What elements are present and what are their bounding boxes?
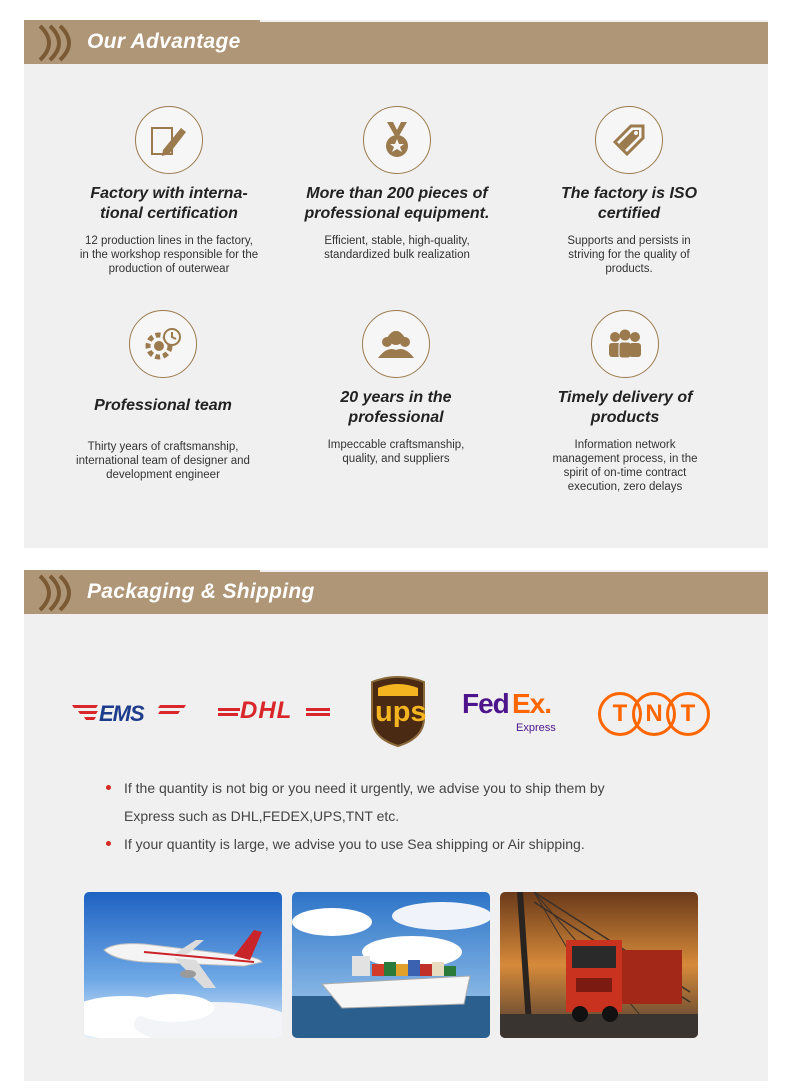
ups-logo-text: ups (375, 696, 427, 728)
advantage-title-line: Professional team (94, 397, 232, 414)
advantage-item (510, 310, 740, 494)
advantage-desc-line: spirit of on-time contract (563, 467, 687, 479)
advantage-desc-line: striving for the quality of (568, 249, 690, 261)
advantage-desc-line: international team of designer and (76, 455, 250, 467)
fedex-express-text: Express (516, 722, 556, 734)
advantage-desc-line: quality, and suppliers (342, 453, 450, 465)
advantage-desc-line: Impeccable craftsmanship, (327, 439, 465, 451)
advantage-title-line: 20 years in the (340, 389, 452, 406)
cargo-ship-image-icon (292, 892, 490, 1038)
shipping-title: Packaging & Shipping (87, 580, 315, 603)
advantage-banner (24, 22, 768, 64)
list-item (104, 774, 704, 830)
advantage-title-line: tional certification (100, 205, 238, 222)
advice-text: If the quantity is not big or you need it urgently, we advise you to ship them by (124, 780, 605, 796)
airplane-image-icon (84, 892, 282, 1038)
dhl-logo (218, 698, 334, 724)
list-item (104, 830, 704, 858)
advantage-item (48, 310, 278, 482)
tag-icon (609, 120, 649, 160)
advantage-desc-line: in the workshop responsible for the (79, 249, 259, 261)
advantage-title-line: More than 200 pieces of (306, 185, 488, 202)
bullet-dot-icon (106, 785, 111, 790)
advice-text: If your quantity is large, we advise you to use Sea shipping or Air shipping. (124, 836, 585, 852)
advantage-title-line: professional (348, 409, 444, 426)
shipping-banner (24, 572, 768, 614)
advantage-item (514, 106, 744, 276)
advantage-item (281, 310, 511, 466)
airplane-photo (84, 892, 282, 1038)
ems-logo (72, 700, 188, 726)
advice-text: Express such as DHL,FEDEX,UPS,TNT etc. (124, 808, 400, 824)
advantage-item (282, 106, 512, 262)
advantage-desc-line: Efficient, stable, high-quality, (324, 235, 470, 247)
advantage-title-line: products (590, 409, 660, 426)
advantage-desc-line: Thirty years of craftsmanship, (87, 441, 239, 453)
advantage-desc-line: execution, zero delays (567, 481, 683, 493)
advantage-title-line: Timely delivery of (557, 389, 693, 406)
fedex-logo (462, 688, 572, 738)
shipping-advice-list (104, 774, 704, 858)
ups-logo (368, 674, 428, 748)
advantage-desc-line: products. (605, 263, 653, 275)
bullet-dot-icon (106, 841, 111, 846)
advantage-desc-line: production of outerwear (108, 263, 230, 275)
gear-clock-icon (143, 324, 183, 364)
dhl-logo-text: DHL (240, 697, 293, 724)
tnt-circle: T (598, 692, 642, 736)
shipping-section (24, 570, 768, 1081)
advantage-desc-line: Supports and persists in (567, 235, 691, 247)
tnt-circle: T (666, 692, 710, 736)
advantage-title-line: Factory with interna- (90, 185, 248, 202)
fedex-fed-text: Fed (462, 688, 509, 719)
carrier-logos (24, 674, 768, 754)
advantage-title-line: certified (597, 205, 661, 222)
people-group-icon (605, 324, 645, 364)
chevron-decoration-icon (36, 22, 86, 64)
truck-photo (500, 892, 698, 1038)
advantage-desc-line: Information network (574, 439, 676, 451)
fedex-ex-text: Ex. (512, 688, 552, 719)
certificate-pencil-icon (149, 120, 189, 160)
ems-logo-text: EMS (99, 701, 144, 726)
medal-icon (377, 120, 417, 160)
advantage-title-line: professional equipment. (304, 205, 490, 222)
advantage-desc-line: development engineer (106, 469, 220, 481)
advantage-desc-line: standardized bulk realization (324, 249, 470, 261)
advantage-title: Our Advantage (87, 30, 241, 53)
tnt-circle: N (632, 692, 676, 736)
advantage-item (54, 106, 284, 276)
tnt-logo (598, 692, 710, 734)
headset-team-icon (376, 324, 416, 364)
chevron-decoration-icon (36, 572, 86, 614)
advantage-desc-line: management process, in the (552, 453, 698, 465)
advantage-section (24, 20, 768, 548)
advantage-desc-line: 12 production lines in the factory, (85, 235, 253, 247)
truck-image-icon (500, 892, 698, 1038)
cargo-ship-photo (292, 892, 490, 1038)
advantage-title-line: The factory is ISO (560, 185, 698, 202)
